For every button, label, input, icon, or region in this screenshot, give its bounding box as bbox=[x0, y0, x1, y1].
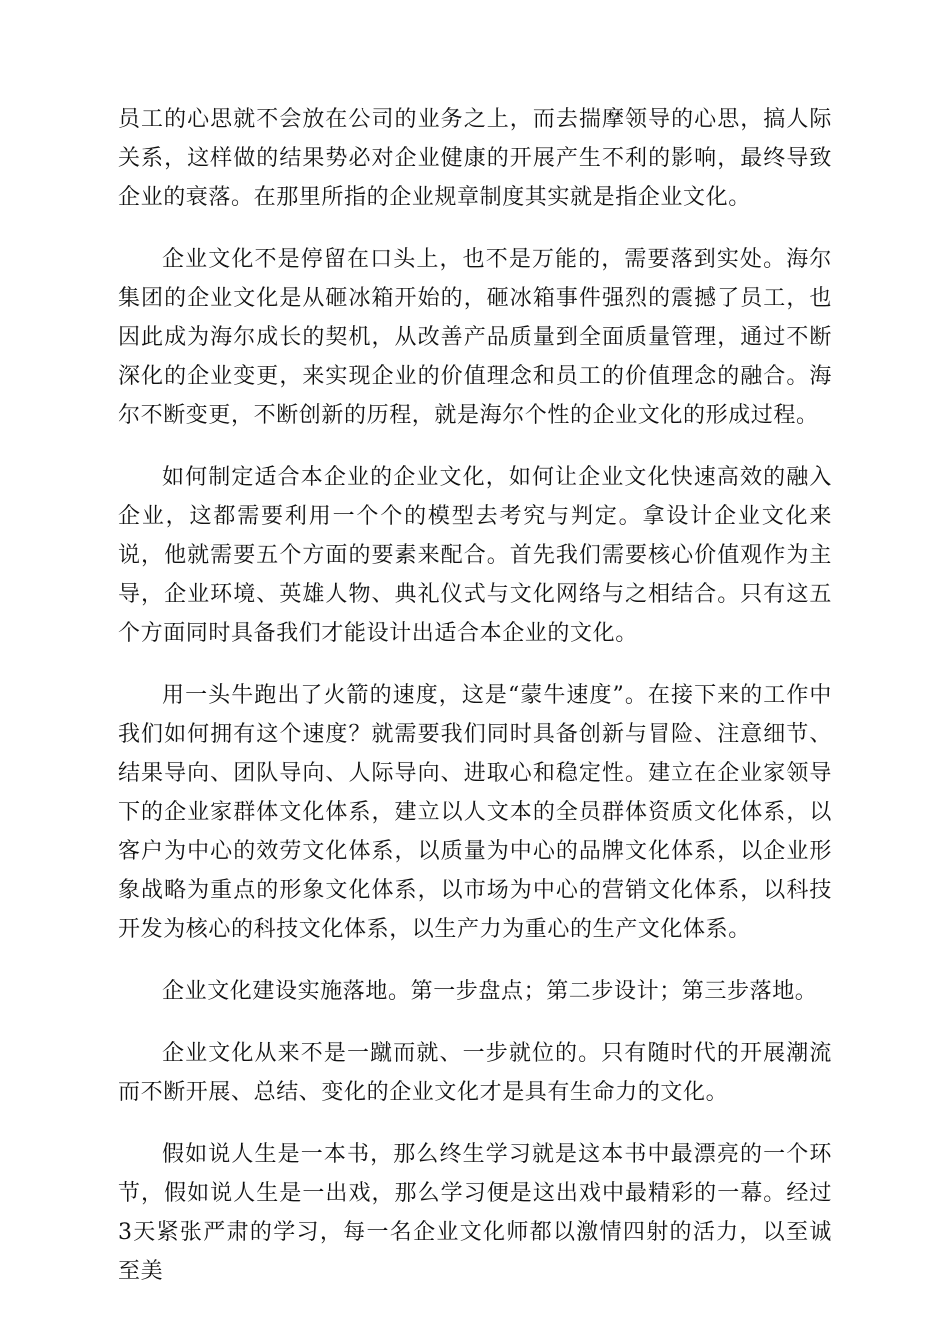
paragraph-5: 企业文化建设实施落地。第一步盘点；第二步设计；第三步落地。 bbox=[162, 979, 818, 1004]
document-page bbox=[118, 100, 832, 1314]
paragraph-6: 企业文化从来不是一蹴而就、一步就位的。只有随时代的开展潮流而不断开展、总结、变化的企业文化才是具有生命力的文化。 bbox=[118, 1041, 832, 1105]
paragraph-3: 如何制定适合本企业的企业文化，如何让企业文化快速高效的融入企业，这都需要利用一个个的模型去考究与判定。拿设计企业文化来说，他就需要五个方面的要素来配合。首先我们需要核心价值观作为主导，企业环境、英雄人物、典礼仪式与文化网络与之相结合。只有这五个方面同时具备我们才能设计出适合本企业的文化。 bbox=[118, 465, 832, 646]
paragraph-1: 员工的心思就不会放在公司的业务之上，而去揣摩领导的心思，搞人际关系，这样做的结果势必对企业健康的开展产生不利的影响，最终导致企业的衰落。在那里所指的企业规章制度其实就是指企业文化。 bbox=[118, 107, 832, 210]
paragraph-7: 假如说人生是一本书，那么终生学习就是这本书中最漂亮的一个环节，假如说人生是一出戏，那么学习便是这出戏中最精彩的一幕。经过3天紧张严肃的学习，每一名企业文化师都以激情四射的活力，以至诚至美 bbox=[118, 1142, 832, 1284]
paragraph-4: 用一头牛跑出了火箭的速度，这是“蒙牛速度”。在接下来的工作中我们如何拥有这个速度？就需要我们同时具备创新与冒险、注意细节、结果导向、团队导向、人际导向、进取心和稳定性。建立在企业家领导下的企业家群体文化体系，建立以人文本的全员群体资质文化体系，以客户为中心的效劳文化体系，以质量为中心的品牌文化体系，以企业形象战略为重点的形象文化体系，以市场为中心的营销文化体系，以科技开发为核心的科技文化体系，以生产力为重心的生产文化体系。 bbox=[118, 683, 832, 942]
paragraph-2: 企业文化不是停留在口头上，也不是万能的，需要落到实处。海尔集团的企业文化是从砸冰箱开始的，砸冰箱事件强烈的震撼了员工，也因此成为海尔成长的契机，从改善产品质量到全面质量管理，通过不断深化的企业变更，来实现企业的价值理念和员工的价值理念的融合。海尔不断变更，不断创新的历程，就是海尔个性的企业文化的形成过程。 bbox=[118, 247, 832, 428]
